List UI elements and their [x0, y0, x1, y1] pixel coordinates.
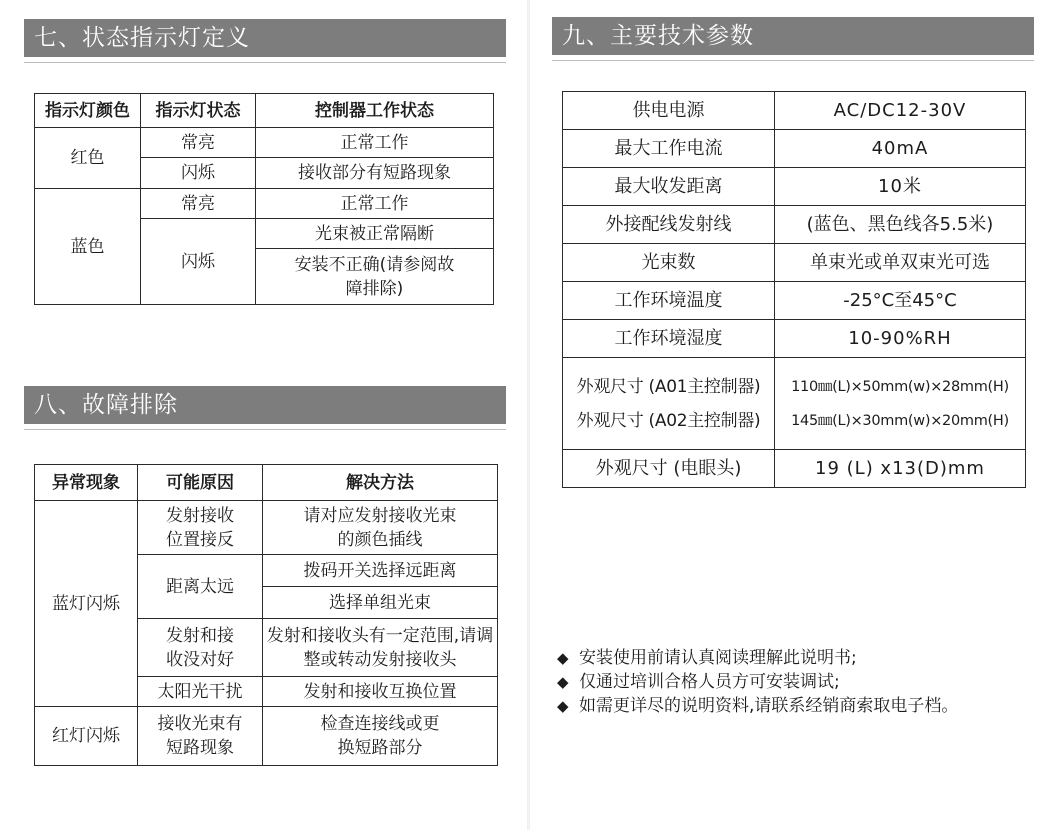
trouble-fix-cell: 发射和接收头有一定范围,请调整或转动发射接收头	[263, 619, 498, 677]
section-heading-trouble: 八、故障排除	[24, 386, 506, 424]
spec-value-cell: 10米	[775, 168, 1026, 206]
led-header-color: 指示灯颜色	[35, 94, 141, 128]
table-row	[563, 168, 1026, 206]
trouble-fix-cell: 请对应发射接收光束的颜色插线	[263, 501, 498, 555]
spec-value-cell: 10-90%RH	[775, 320, 1026, 358]
led-state-cell: 闪烁	[141, 219, 256, 305]
spec-label-cell: 供电电源	[563, 92, 775, 130]
spec-value-cell: 单束光或单双束光可选	[775, 244, 1026, 282]
spec-value-line: 110㎜(L)×50mm(w)×28mm(H)	[791, 378, 1009, 395]
diamond-bullet-icon: ◆	[557, 673, 569, 691]
led-color-cell: 红色	[35, 128, 141, 189]
spec-label-cell: 最大工作电流	[563, 130, 775, 168]
spec-value-line: 145㎜(L)×30mm(w)×20mm(H)	[791, 412, 1009, 429]
led-status-cell: 安装不正确(请参阅故障排除)	[256, 249, 494, 305]
spec-label-line: 外观尺寸 (A02主控制器)	[576, 410, 761, 431]
section-heading-led: 七、状态指示灯定义	[24, 19, 506, 57]
led-header-state: 指示灯状态	[141, 94, 256, 128]
trouble-cause-cell: 发射接收位置接反	[138, 501, 263, 555]
table-row	[563, 282, 1026, 320]
spec-label-line: 外观尺寸 (A01主控制器)	[576, 376, 761, 397]
trouble-fix-cell: 选择单组光束	[263, 587, 498, 619]
trouble-cause-cell: 接收光束有短路现象	[138, 707, 263, 766]
trouble-symptom-cell: 蓝灯闪烁	[35, 501, 138, 707]
troubleshooting-table	[34, 464, 498, 766]
trouble-header-symptom: 异常现象	[35, 465, 138, 501]
spec-value-cell: -25°C至45°C	[775, 282, 1026, 320]
list-item	[557, 694, 1047, 718]
spec-label-cell: 工作环境温度	[563, 282, 775, 320]
note-text: 如需更详尽的说明资料,请联系经销商索取电子档。	[579, 696, 959, 716]
led-status-cell: 接收部分有短路现象	[256, 158, 494, 189]
table-row	[563, 450, 1026, 488]
spec-label-cell: 工作环境湿度	[563, 320, 775, 358]
trouble-header-cause: 可能原因	[138, 465, 263, 501]
led-status-cell: 正常工作	[256, 128, 494, 158]
led-status-table	[34, 93, 494, 305]
trouble-symptom-cell: 红灯闪烁	[35, 707, 138, 766]
led-status-cell: 光束被正常隔断	[256, 219, 494, 249]
trouble-cause-cell: 太阳光干扰	[138, 677, 263, 707]
led-header-row	[35, 94, 494, 128]
spec-label-cell: 外接配线发射线	[563, 206, 775, 244]
spec-label-cell: 最大收发距离	[563, 168, 775, 206]
diamond-bullet-icon: ◆	[557, 697, 569, 715]
table-row	[35, 189, 494, 219]
table-row	[563, 358, 1026, 450]
list-item	[557, 670, 1047, 694]
trouble-fix-cell: 发射和接收互换位置	[263, 677, 498, 707]
spec-label-cell: 光束数	[563, 244, 775, 282]
spec-value-cell	[775, 358, 1026, 450]
table-row	[563, 92, 1026, 130]
spec-table	[562, 91, 1026, 488]
trouble-fix-cell: 检查连接线或更换短路部分	[263, 707, 498, 766]
table-row	[563, 130, 1026, 168]
diamond-bullet-icon: ◆	[557, 649, 569, 667]
trouble-fix-cell: 拨码开关选择远距离	[263, 555, 498, 587]
led-status-cell: 正常工作	[256, 189, 494, 219]
table-row	[35, 707, 498, 766]
table-row	[35, 501, 498, 555]
spec-value-cell: 19 (L) x13(D)mm	[775, 450, 1026, 488]
spec-value-cell: AC/DC12-30V	[775, 92, 1026, 130]
table-row	[35, 128, 494, 158]
spec-label-cell	[563, 358, 775, 450]
spec-value-cell: (蓝色、黑色线各5.5米)	[775, 206, 1026, 244]
trouble-cause-cell: 距离太远	[138, 555, 263, 619]
spec-label-cell: 外观尺寸 (电眼头)	[563, 450, 775, 488]
table-row	[563, 206, 1026, 244]
note-text: 安装使用前请认真阅读理解此说明书;	[579, 648, 857, 668]
trouble-header-fix: 解决方法	[263, 465, 498, 501]
led-state-cell: 闪烁	[141, 158, 256, 189]
note-text: 仅通过培训合格人员方可安装调试;	[579, 672, 840, 692]
spec-value-cell: 40mA	[775, 130, 1026, 168]
led-color-cell: 蓝色	[35, 189, 141, 305]
led-header-status: 控制器工作状态	[256, 94, 494, 128]
table-row	[563, 244, 1026, 282]
trouble-header-row	[35, 465, 498, 501]
section-heading-spec: 九、主要技术参数	[552, 17, 1034, 55]
list-item	[557, 646, 1047, 670]
led-state-cell: 常亮	[141, 189, 256, 219]
table-row	[563, 320, 1026, 358]
led-state-cell: 常亮	[141, 128, 256, 158]
notes-list	[557, 646, 1047, 718]
trouble-cause-cell: 发射和接收没对好	[138, 619, 263, 677]
